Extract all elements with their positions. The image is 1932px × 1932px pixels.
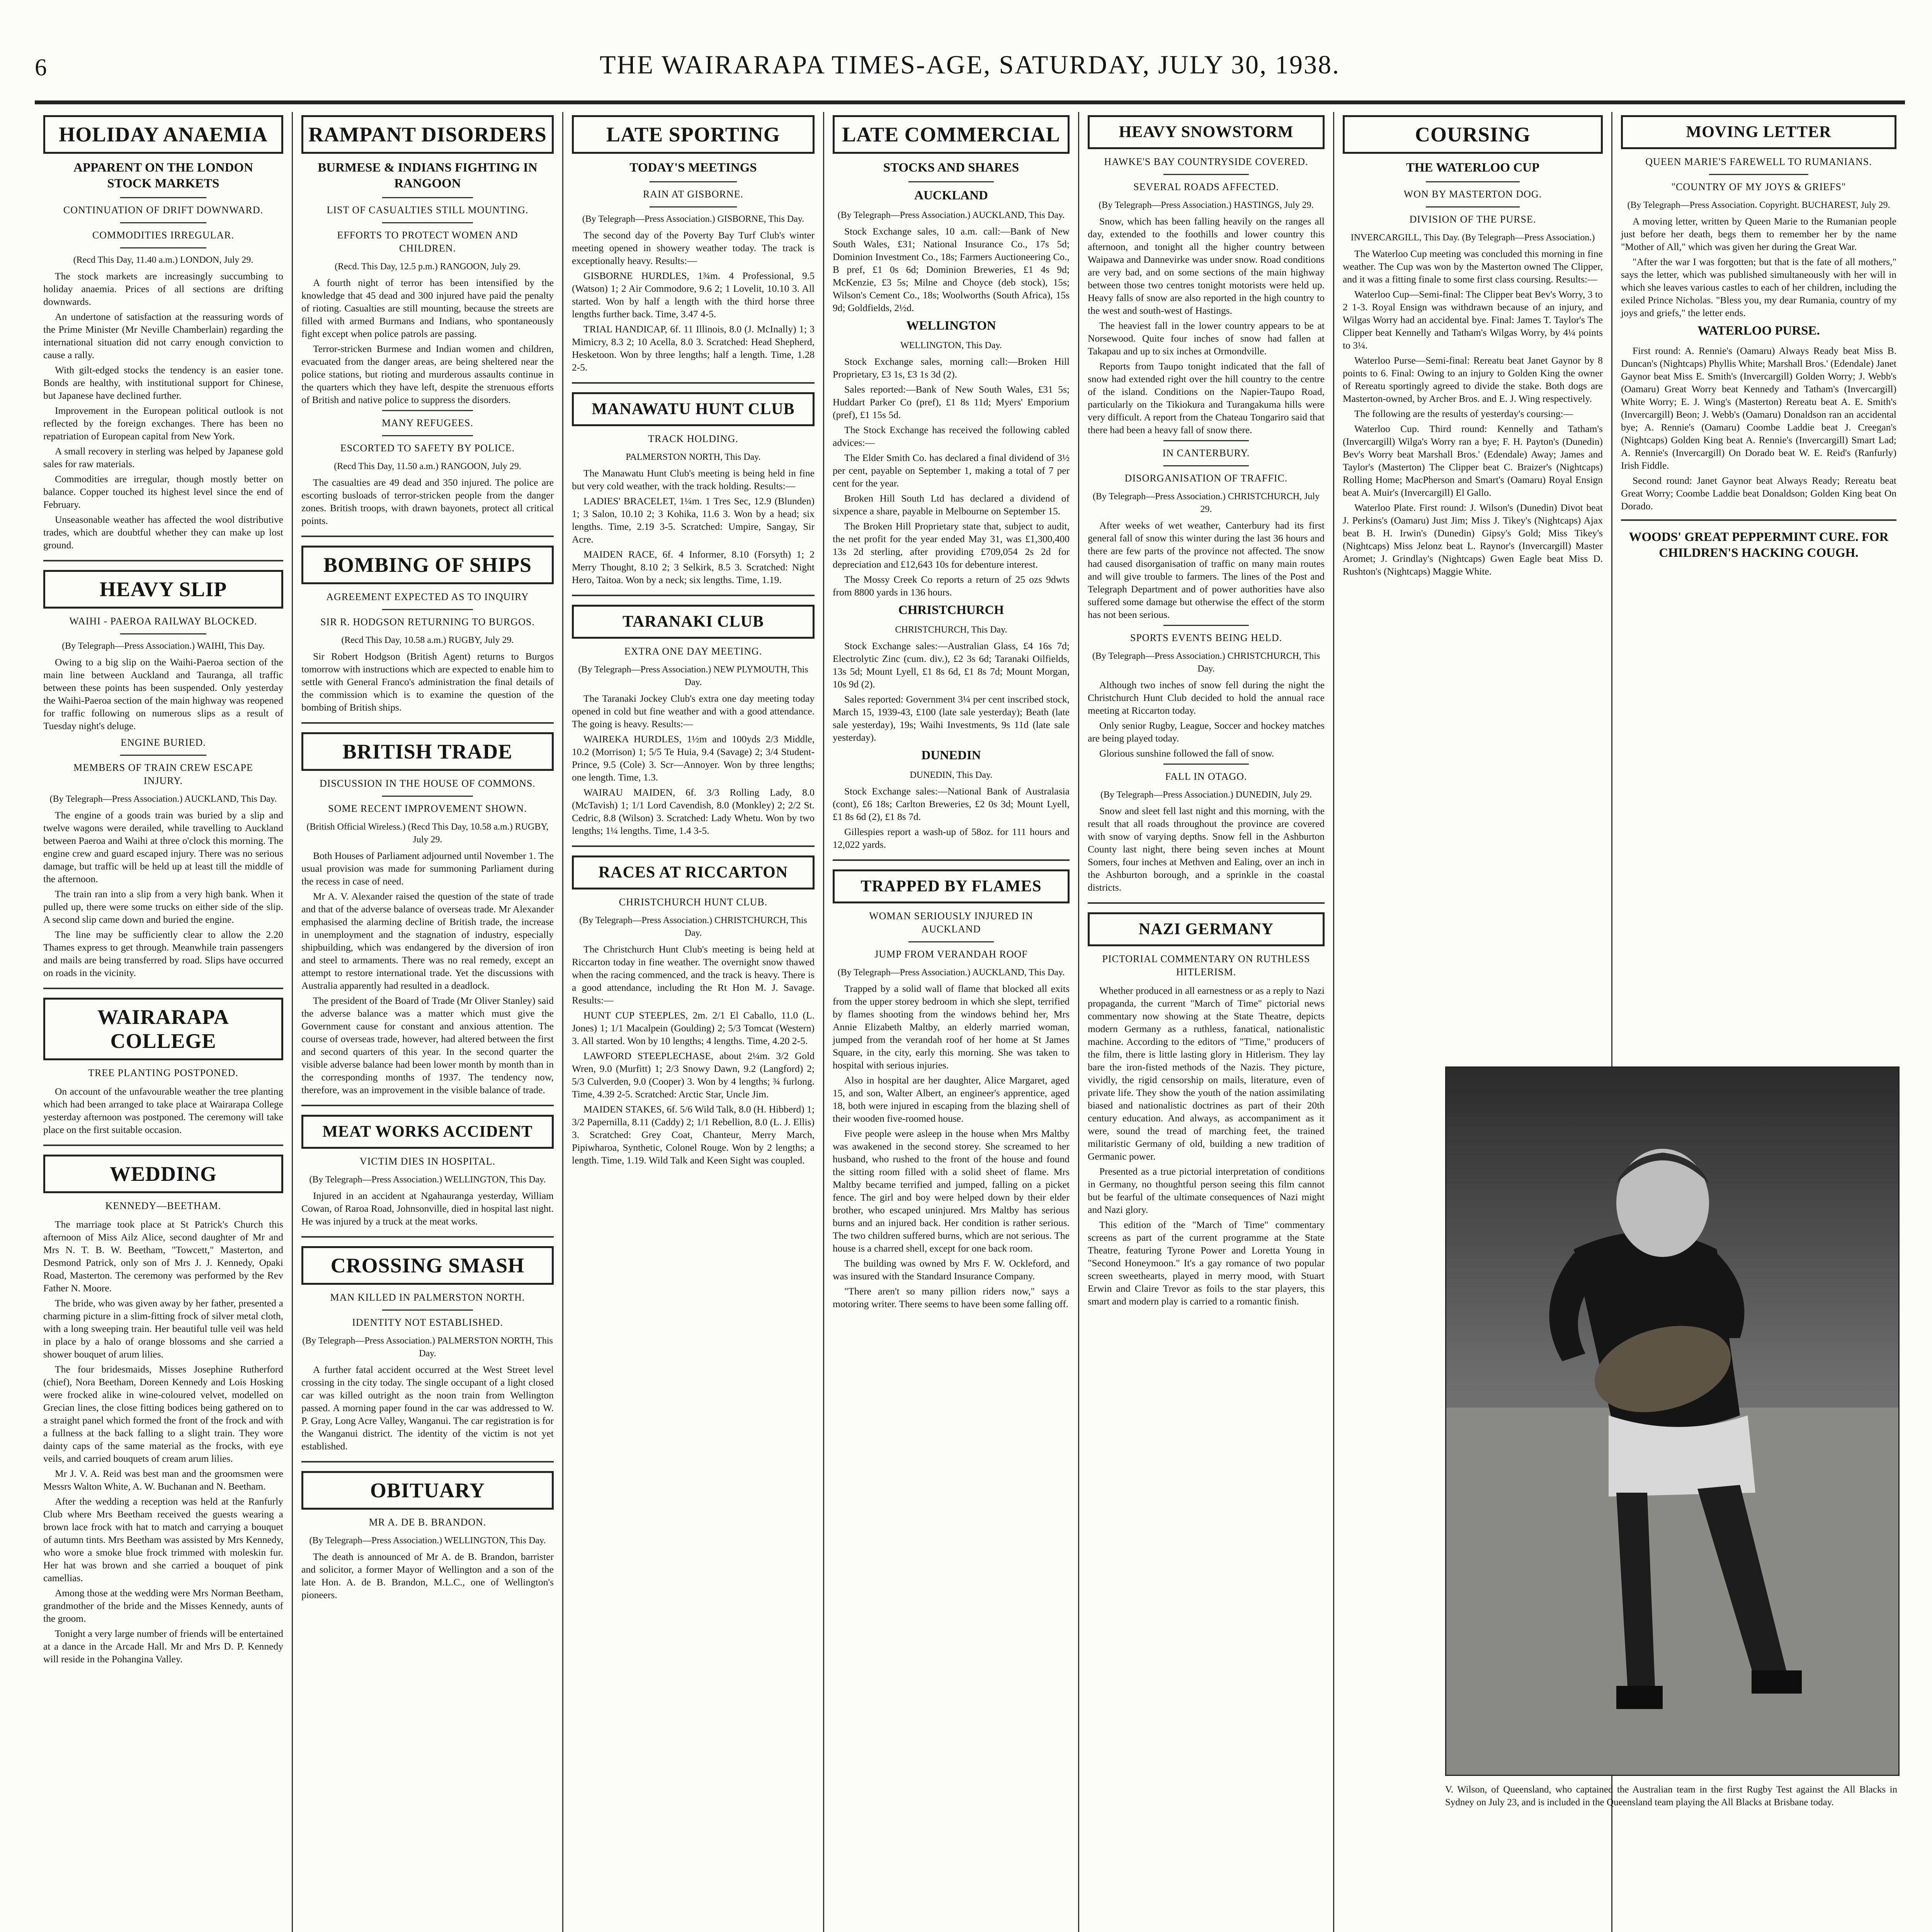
subhead: MAN KILLED IN PALMERSTON NORTH. [330, 1292, 525, 1303]
column-2 [293, 112, 562, 1932]
dateline: DUNEDIN, This Day. [910, 770, 993, 780]
section-divider [43, 988, 283, 989]
paragraph: The Mossy Creek Co reports a return of 25 ozs 9dwts from 8800 yards in 136 hours. [833, 574, 1070, 598]
paragraph: The heaviest fall in the lower country appears to be at Norsewood. Quite four inches of snow had fallen at Takapau and up to six inches at Ormondville. [1088, 320, 1325, 357]
paragraph: Tonight a very large number of friends will be entertained at a dance in the Arcade Hall. Mr and Mrs D. P. Kennedy will reside in the Pohangina Valley. [43, 1628, 283, 1665]
paragraph: The Taranaki Jockey Club's extra one day meeting today opened in cold but fine weather and with a good attendance. The going is heavy. Results:— [572, 693, 815, 730]
paragraph: Stock Exchange sales:—National Bank of Australasia (cont), £6 18s; Carlton Breweries, £2 0s 3d; Mount Lyell, £1 8s 6d (2), £1 8s 7d. [833, 786, 1070, 822]
paragraph: Waterloo Cup—Semi-final: The Clipper beat Bev's Worry, 3 to 2 1-3. Royal Ensign was withdrawn because of an injury, and Wilgas Worry had an accidental bye. Final: James T. Taylor's The Clipper beat Kennelly and Tatham's Wilgas Worry, by 4¼ points to 3¼. [1343, 289, 1603, 351]
divider [1709, 174, 1808, 175]
divider [1163, 440, 1249, 441]
paragraph: Among those at the wedding were Mrs Norman Beetham, grandmother of the bride and the Misses Kennedy, aunts of the groom. [43, 1587, 283, 1624]
headline: CROSSING SMASH [301, 1246, 554, 1285]
divider [382, 796, 473, 797]
subhead: WOMAN SERIOUSLY INJURED IN AUCKLAND [869, 910, 1033, 935]
subhead: MANY REFUGEES. [382, 417, 473, 429]
section-divider [301, 1236, 554, 1238]
headline: LATE COMMERCIAL [833, 115, 1070, 154]
paragraph: TRIAL HANDICAP, 6f. 11 Illinois, 8.0 (J. McInally) 1; 3 Mimicry, 8.3 2; 10 Acella, 8.0 3. Scratched: Head Shepherd, Hesketoon. Won by three lengths; half a length. Time, 1.28 2-5. [572, 323, 815, 373]
dateline: (By Telegraph—Press Association. Copyright. BUCHAREST, July 29. [1627, 200, 1890, 210]
subhead: SEVERAL ROADS AFFECTED. [1133, 181, 1279, 192]
paragraph: A small recovery in sterling was helped by Japanese gold sales for raw materials. [43, 446, 283, 469]
paragraph: The building was owned by Mrs F. W. Ockleford, and was insured with the Standard Insurance Company. [833, 1258, 1070, 1282]
subhead: FALL IN OTAGO. [1165, 771, 1247, 782]
article-races-at-riccarton [572, 855, 815, 1167]
column-5 [1079, 112, 1333, 1932]
subhead: CONTINUATION OF DRIFT DOWNWARD. [63, 204, 264, 216]
paragraph: Improvement in the European political outlook is not reflected by the foreign exchanges. There has been no repatriation of European capital from New York. [43, 405, 283, 442]
headline: MEAT WORKS ACCIDENT [301, 1115, 554, 1149]
column-1 [35, 112, 292, 1932]
dateline: (By Telegraph—Press Association.) NEW PLYMOUTH, This Day. [578, 665, 808, 687]
dateline: (Recd This Day, 11.50 a.m.) RANGOON, July 29. [334, 461, 521, 471]
subhead: CHRISTCHURCH HUNT CLUB. [619, 896, 768, 908]
headline: NAZI GERMANY [1088, 912, 1325, 946]
paragraph: First round: A. Rennie's (Oamaru) Always Ready beat Miss B. Duncan's (Nightcaps) Phyllis White; Marshall Bros.' (Edendale) Janet Gaynor beat Miss E. Smith's (Invercargill) Golden Worry; J. Webb's (Oamaru) Great Worry beat Kennedy and Tatham's (Invercargill) White Worry; E. J. Wing's (Masterton) Rereatu beat A. E. Smith's (Invercargill) Beon; J. Webb's (Oamaru) Donaldson ran an accidental bye; A. Rennie's (Oamaru) Coombe Laddie beat J. Creegan's (Nightcaps) Golden King beat A. Rennie's (Invercargill) Smart Lad; A. Rennie's (Invercargill) On Dorado beat W. E. Reid's (Ranfurly) Irish Fiddle. [1621, 345, 1896, 471]
masthead-title: THE WAIRARAPA TIMES-AGE, SATURDAY, JULY 30, 1938. [600, 50, 1340, 79]
section-divider [301, 1105, 554, 1106]
column-7 [1612, 112, 1905, 1055]
article-obituary [301, 1471, 554, 1601]
divider [382, 222, 473, 223]
paragraph: The death is announced of Mr A. de B. Brandon, barrister and solicitor, a former Mayor of Wellington and a son of the late Hon. A. de B. Brandon, M.L.C., one of Wellington's pioneers. [301, 1551, 554, 1600]
divider [120, 755, 207, 756]
subhead: QUEEN MARIE'S FAREWELL TO RUMANIANS. [1645, 156, 1872, 167]
subhead: VICTIM DIES IN HOSPITAL. [359, 1156, 496, 1167]
paragraph: On account of the unfavourable weather the tree planting which had been arranged to take place at Wairarapa College yesterday afternoon was postponed. The ceremony will take place on the first suitable occasion. [43, 1086, 283, 1135]
deck: THE WATERLOO CUP [1406, 161, 1540, 175]
paragraph: Injured in an accident at Ngahauranga yesterday, William Cowan, of Raroa Road, Johnsonville, died in hospital last night. He was injured by a truck at the meat works. [301, 1190, 554, 1227]
column-4 [824, 112, 1078, 1932]
paragraph: "After the war I was forgotten; but that is the fate of all mothers," says the letter, which was published simultaneously with her will in which she leaves various castles to each of her children, including the exiled Prince Nicholas. "Bless you, my dear Rumania, country of my joys and griefs," the letter ends. [1621, 256, 1896, 318]
paragraph: Both Houses of Parliament adjourned until November 1. The usual provision was made for summoning Parliament during the recess in case of need. [301, 850, 554, 887]
divider [382, 1310, 473, 1311]
divider [120, 222, 207, 223]
paragraph: Second round: Janet Gaynor beat Always Ready; Rereatu beat Great Worry; Coombe Laddie beat Donaldson; Golden King beat On Dorado. [1621, 475, 1896, 512]
section-divider [43, 560, 283, 561]
deck: TODAY'S MEETINGS [629, 161, 757, 175]
paragraph: The following are the results of yesterday's coursing:— [1354, 408, 1573, 419]
region-heading: CHRISTCHURCH [898, 603, 1004, 617]
paragraph: Also in hospital are her daughter, Alice Margaret, aged 15, and son, Walter Albert, an engineer's apprentice, aged 18, both were injured in escaping from the blazing shell of their wooden five-roomed house. [833, 1075, 1070, 1124]
headline: RAMPANT DISORDERS [301, 115, 554, 154]
article-late-sporting [572, 115, 815, 374]
dateline: (By Telegraph—Press Association.) WELLINGTON, This Day. [309, 1536, 546, 1546]
divider [1163, 174, 1249, 175]
paragraph: Mr A. V. Alexander raised the question of the state of trade and that of the adverse balance of overseas trade. Mr Alexander emphasised the alarming decline of British trade, the increase in unemployment and the stagnation of industry, especially shipbuilding, which was endangered by the diversion of iron and steel to armaments. There was no real remedy, except an attempt to restore international trade. Yet the discussions with Australia apparently had resulted in a deadlock. [301, 891, 554, 991]
headline: OBITUARY [301, 1471, 554, 1510]
paragraph: Reports from Taupo tonight indicated that the fall of snow had extended right over the hill country to the centre of the island. Conditions on the Napier-Taupo Road, particularly on the Tikiokura and Turangakuma hills were very difficult. A report from the Chateau Tongariro said that there had been a heavy fall of snow there. [1088, 361, 1325, 435]
headline: TARANAKI CLUB [572, 605, 815, 639]
paragraph: The casualties are 49 dead and 350 injured. The police are escorting busloads of terror-stricken people from the danger zones. British troops, with drawn bayonets, protect all critical points. [301, 477, 554, 526]
paragraph: Waterloo Purse—Semi-final: Rereatu beat Janet Gaynor by 8 points to 6. Final: Owing to an injury to Golden King the owner of Rereatu sportingly agreed to divide the stake. Both dogs are Masterton-owned, by Archer Bros. and E. J. Wing respectively. [1343, 355, 1603, 404]
divider [120, 247, 207, 248]
paragraph: The second day of the Poverty Bay Turf Club's winter meeting opened in showery weather today. The track is exceptionally heavy. Results:— [572, 230, 815, 266]
paragraph: LAWFORD STEEPLECHASE, about 2¼m. 3/2 Gold Wren, 9.0 (Murfitt) 1; 2/3 Snowy Dawn, 9.2 (Langford) 2; 5/3 Culverden, 9.0 (Cooper) 3. Won by 4 lengths; ¾ furlong. Time, 4.39 2-5. Scratched: Arctic Star, Uncle Jim. [572, 1050, 815, 1100]
headline: MOVING LETTER [1621, 115, 1896, 149]
dateline: (By Telegraph—Press Association.) HASTINGS, July 29. [1099, 200, 1314, 210]
article-wedding [43, 1155, 283, 1665]
article-crossing-smash [301, 1246, 554, 1452]
subhead: TREE PLANTING POSTPONED. [88, 1067, 238, 1078]
subhead: RAIN AT GISBORNE. [643, 189, 743, 200]
article-rampant-disorders [301, 115, 554, 527]
rugby-player-photo [1445, 1066, 1900, 1776]
headline: TRAPPED BY FLAMES [833, 869, 1070, 903]
subhead: AGREEMENT EXPECTED AS TO INQUIRY [326, 591, 529, 602]
divider [1426, 181, 1519, 182]
section-divider [572, 595, 815, 596]
paragraph: The train ran into a slip from a very high bank. When it pulled up, there were some trucks on either side of the slip. A second slip came down and buried the engine. [43, 888, 283, 925]
article-heavy-snowstorm [1088, 115, 1325, 894]
paragraph: Waterloo Plate. First round: J. Wilson's (Dunedin) Divot beat J. Perkins's (Oamaru) Just Jim; Miss J. Tikey's (Nightcaps) Ajax beat B. H. Irwin's (Dunedin) Gipsy's Gold; Miss Tikey's (Nightcaps) Miss Jelonz beat L. Raynor's (Invercargill) Master Aromet; J. Grindlay's (Nightcaps) Gwen Eagle beat Miss D. Rushton's (Nightcaps) Maggie White. [1343, 502, 1603, 577]
article-trapped-by-flames [833, 869, 1070, 1310]
subhead: COMMODITIES IRREGULAR. [92, 230, 235, 241]
paragraph: The president of the Board of Trade (Mr Oliver Stanley) said the adverse balance was a matter which must give the Government cause for constant and anxious attention. The course of overseas trade, however, had altered between the first and second quarters of this year. In the second quarter the visible adverse balance had been lower month by month than in the corresponding months of 1937. The tendency now, therefore, was an improvement in the visible balance of trade. [301, 995, 554, 1095]
divider [382, 609, 473, 610]
dateline: (By Telegraph—Press Association.) GISBORNE, This Day. [582, 214, 804, 224]
paragraph: Sir Robert Hodgson (British Agent) returns to Burgos tomorrow with instructions which are expected to enable him to settle with General Franco's administration the final details of the commission which is to examine the question of the bombing of British ships. [301, 651, 554, 713]
subhead: DIVISION OF THE PURSE. [1409, 214, 1536, 225]
paragraph: MAIDEN RACE, 6f. 4 Informer, 8.10 (Forsyth) 1; 2 Merry Thought, 8.10 2; 3 Selkirk, 8.5 3. Scratched: Night Hero, Taitoa. Won by a neck; six lengths. Time, 1.19. [572, 549, 815, 585]
article-coursing [1343, 115, 1603, 578]
deck: STOCKS AND SHARES [883, 161, 1019, 175]
paragraph: Although two inches of snow fell during the night the Christchurch Hunt Club decided to hold the annual race meeting at Riccarton today. [1088, 679, 1325, 716]
subhead: HAWKE'S BAY COUNTRYSIDE COVERED. [1104, 156, 1308, 167]
dateline: PALMERSTON NORTH, This Day. [626, 452, 761, 462]
subhead: TRACK HOLDING. [648, 433, 738, 444]
paragraph: Presented as a true pictorial interpretation of conditions in Germany, no thoughtful person seeing this film cannot but be fearful of the ultimate consequences of Nazi might and Nazi glory. [1088, 1166, 1325, 1215]
rugby-player-image [1446, 1068, 1898, 1775]
divider [120, 197, 207, 198]
paragraph: WAIREKA HURDLES, 1½m and 100yds 2/3 Middle, 10.2 (Morrison) 1; 5/5 Te Huia, 9.4 (Savage) 2; 3/4 Student-Prince, 9.5 (Cole) 3. Scr—Annoyer. Won by three lengths; one length. Time, 1.3. [572, 733, 815, 783]
article-wairarapa-college [43, 998, 283, 1136]
column-6 [1334, 112, 1611, 1055]
subhead: DISCUSSION IN THE HOUSE OF COMMONS. [320, 778, 536, 789]
article-taranaki-club [572, 605, 815, 837]
headline: COURSING [1343, 115, 1603, 154]
article-late-commercial [833, 115, 1070, 851]
section-divider [833, 859, 1070, 861]
subhead: WAIHI - PAEROA RAILWAY BLOCKED. [69, 616, 257, 627]
divider [1163, 465, 1249, 466]
dateline: (By Telegraph—Press Association.) AUCKLAND, This Day. [49, 794, 277, 804]
subhead: DISORGANISATION OF TRAFFIC. [1124, 473, 1288, 484]
headline: BRITISH TRADE [301, 732, 554, 771]
dateline: (By Telegraph—Press Association.) CHRISTCHURCH, July 29. [1092, 492, 1320, 514]
dateline: (By Telegraph—Press Association.) WAIHI, This Day. [62, 641, 265, 651]
divider [120, 633, 207, 634]
photo-caption: V. Wilson, of Queensland, who captained the Australian team in the first Rugby Test against the All Blacks in Sydney on July 23, and is included in the Queensland team playing the All Blacks at Brisbane today. [1445, 1784, 1897, 1808]
paragraph: Terror-stricken Burmese and Indian women and children, evacuated from the danger areas, are being sheltered near the police stations, but rioting and murderous assaults continue in the quarters which they have left, despite the strenuous efforts of British and native police to suppress the disorders. [301, 343, 554, 405]
paragraph: "There aren't so many pillion riders now," says a motoring writer. There seems to have been some falling off. [833, 1286, 1070, 1310]
article-heavy-slip [43, 570, 283, 979]
paragraph: The Christchurch Hunt Club's meeting is being held at Riccarton today in fine weather. The overnight snow thawed when the racing commenced, and the track is heavy. There is a good attendance, including the Rt Hon M. J. Savage. Results:— [572, 944, 815, 1006]
subhead: "COUNTRY OF MY JOYS & GRIEFS" [1671, 181, 1846, 192]
paragraph: Only senior Rugby, League, Soccer and hockey matches are being played today. [1088, 720, 1325, 744]
section-divider [1088, 902, 1325, 904]
deck: APPARENT ON THE LONDON STOCK MARKETS [73, 161, 253, 190]
dateline: INVERCARGILL, This Day. (By Telegraph—Press Association.) [1350, 233, 1595, 243]
section-divider [301, 1461, 554, 1463]
paragraph: Waterloo Cup. Third round: Kennelly and Tatham's (Invercargill) Wilga's Worry ran a bye; F. H. Payton's (Dunedin) Bev's Worry beat Marshall Bros.' (Edendale) Away; James and Taylor's (Masterton) The Clipper beat C. Braizer's (Nightcaps) Rolling Home; MacPherson and Smart's (Oamaru) Royal Ensign beat A. Muir's (Invercargill) El Gallo. [1343, 423, 1603, 498]
paragraph: The Broken Hill Proprietary state that, subject to audit, the net profit for the year ended May 31, was £1,300,400 13s 2d sterling, after providing £709,054 2s 2d for depreciation and £12,643 10s for debenture interest. [833, 520, 1070, 570]
subhead: PICTORIAL COMMENTARY ON RUTHLESS HITLERISM. [1102, 953, 1310, 978]
dateline: (Recd. This Day, 12.5 p.m.) RANGOON, July 29. [335, 262, 520, 272]
paragraph: The four bridesmaids, Misses Josephine Rutherford (chief), Nora Beetham, Doreen Kennedy and Lois Hosking were frocked alike in wine-coloured velvet, modelled on Grecian lines, the close fitting bodices being gathered on to a straight panel which formed the front of the frock and with a fullness at the back falling to a slight train. They wore dainty caps of the same material as the frocks, with eye veils, and carried bouquets of cream arum lilies. [43, 1364, 283, 1464]
divider [1163, 764, 1249, 765]
headline: HEAVY SLIP [43, 570, 283, 609]
dateline: (Recd This Day, 11.40 a.m.) LONDON, July 29. [73, 255, 253, 265]
paragraph: MAIDEN STAKES, 6f. 5/6 Wild Talk, 8.0 (H. Hibberd) 1; 3/2 Papernilla, 8.11 (Caddy) 2; 1/1 Rebellion, 8.0 (L. J. Ellis) 3. Scratched: Grey Coat, Chanteur, Merry March, Pipiwharoa, Synthetic, Colonel Rouge. Won by 2 lengths; a length. Time, 1.19. Wild Talk and Keen Sight was coupled. [572, 1104, 815, 1166]
dateline: WELLINGTON, This Day. [900, 340, 1002, 350]
paragraph: A moving letter, written by Queen Marie to the Rumanian people just before her death, begs them to remember her by the name "Mother of All," which was given her during the Great War. [1621, 216, 1896, 252]
divider [650, 181, 737, 182]
subhead: IDENTITY NOT ESTABLISHED. [352, 1317, 503, 1328]
section-divider [301, 722, 554, 724]
headline: LATE SPORTING [572, 115, 815, 154]
deck: BURMESE & INDIANS FIGHTING IN RANGOON [318, 161, 537, 190]
article-nazi-germany [1088, 912, 1325, 1308]
article-holiday-anaemia [43, 115, 283, 551]
section-divider [301, 536, 554, 537]
dateline: (Recd This Day, 10.58 a.m.) RUGBY, July 29. [341, 635, 514, 645]
headline: HOLIDAY ANAEMIA [43, 115, 283, 154]
dateline: (British Official Wireless.) (Recd This Day, 10.58 a.m.) RUGBY, July 29. [306, 822, 549, 845]
subhead: ENGINE BURIED. [121, 737, 206, 748]
paragraph: Owing to a big slip on the Waihi-Paeroa section of the main line between Auckland and Tauranga, all traffic between these points has been suspended. Only yesterday the Waihi-Paeroa section of the main highway was reopened for traffic following on numerous slips as a result of Tuesday night's deluge. [43, 656, 283, 731]
headline: WEDDING [43, 1155, 283, 1193]
divider [908, 941, 994, 942]
paragraph: Whether produced in all earnestness or as a reply to Nazi propaganda, the current "March of Time" pictorial news commentary now showing at the State Theatre, depicts modern Germany as a ruthless, fanatical, nationalistic machine. According to the editors of "Time," producers of the film, there is little lasting glory in Hitlerism. They lay bare the iron-fisted methods of the Nazis. They picture, vividly, the rigid censorship on mails, literature, even of private life. They show the youth of the nation assimilating biased and nationalistic doctrines as part of their 20th century education. And always, as accompaniment as it were, sound the tread of marching feet, the trained militaristic Germany of old, building a new tradition of Germanic power. [1088, 985, 1325, 1162]
subhead: EXTRA ONE DAY MEETING. [624, 646, 762, 657]
headline: RACES AT RICCARTON [572, 855, 815, 889]
divider [1163, 625, 1249, 626]
divider [382, 410, 473, 411]
paragraph: LADIES' BRACELET, 1¼m. 1 Tres Sec, 12.9 (Blunden) 1; 3 Salon, 10.10 2; 3 Kohika, 11.6 3. Won by a head; six lengths. Time, 2.19 3-5. Scratched: Umpire, Sangay, Sir Acre. [572, 495, 815, 545]
subhead: IN CANTERBURY. [1162, 447, 1250, 459]
headline: MANAWATU HUNT CLUB [572, 392, 815, 426]
subhead: MR A. DE B. BRANDON. [369, 1517, 486, 1528]
paragraph: After the wedding a reception was held at the Ranfurly Club where Mrs Beetham received the guests wearing a brown lace frock with hat to match and carrying a bouquet of autumn tints. Mrs Beetham was assisted by Mrs Kennedy, who wore a smoke blue frock trimmed with moleskin fur. Her hat was brown and she carried a bouquet of pink camellias. [43, 1496, 283, 1583]
paragraph: Trapped by a solid wall of flame that blocked all exits from the upper storey bedroom in which she slept, terrified by flames shooting from the windows behind her, Mrs Annie Elizabeth Maltby, an elderly married woman, jumped from the verandah roof of her home at St James Square, in the city, early this morning. She was taken to hospital with serious injuries. [833, 983, 1070, 1071]
paragraph: The Manawatu Hunt Club's meeting is being held in fine but very cold weather, with the track holding. Results:— [572, 468, 815, 492]
dateline: (By Telegraph—Press Association.) DUNEDIN, July 29. [1100, 790, 1312, 800]
region-heading: AUCKLAND [914, 189, 988, 202]
paragraph: A further fatal accident occurred at the West Street level crossing in the city today. The single occupant of a light closed car was killed outright as the noon train from Wellington passed. A morning paper found in the car was addressed to W. P. Gray, Long Acre Valley, Wanganui. The car registration is for the Wanganui district. The identity of the victim is not yet established. [301, 1364, 554, 1452]
paragraph: The engine of a goods train was buried by a slip and twelve wagons were derailed, while travelling to Auckland between Paeroa and Waihi at three o'clock this morning. The engine crew and guard escaped injury. There was no serious damage, but traffic will be held up at least till the middle of the afternoon. [43, 810, 283, 884]
paragraph: The Elder Smith Co. has declared a final dividend of 3½ per cent, payable on September 1, making a total of 7 per cent for the year. [833, 452, 1070, 489]
subhead: MEMBERS OF TRAIN CREW ESCAPE INJURY. [73, 762, 253, 786]
paragraph: This edition of the "March of Time" commentary screens as part of the current programme at the State Theatre, featuring Tyrone Power and Loretta Young in "Second Honeymoon." It's a gay romance of two popular screen sweethearts, played in merry mood, with Stuart Erwin and Claire Trevor as foils to the star players, this smart and modern play is carried to a romantic finish. [1088, 1219, 1325, 1307]
subhead: SIR R. HODGSON RETURNING TO BURGOS. [320, 616, 535, 628]
divider [650, 206, 737, 207]
paragraph: Mr J. V. A. Reid was best man and the groomsmen were Messrs Walton White, A. W. Buchanan and N. Beetham. [43, 1468, 283, 1492]
paragraph: GISBORNE HURDLES, 1¾m. 4 Professional, 9.5 (Watson) 1; 2 Air Commodore, 9.6 2; 1 Lovelit, 10.10 3. All started. Won by half a length with the third horse three lengths further back. Time, 3.47 4-5. [572, 270, 815, 320]
page-number: 6 [35, 54, 47, 81]
paragraph: With gilt-edged stocks the tendency is an easier tone. Bonds are healthy, with institutional support for Chinese, but Japanese have declined further. [43, 364, 283, 401]
article-meat-works-accident [301, 1115, 554, 1228]
region-heading: DUNEDIN [921, 748, 981, 762]
paragraph: Sales reported: Government 3¼ per cent inscribed stock, March 15, 1939-43, £100 (late sale yesterday); Beath (late sale yesterday), 19s; Waihi Investments, 9s 11d (late sale yesterday). [833, 694, 1070, 743]
paragraph: Snow, which has been falling heavily on the ranges all day, extended to the foothills and lower country this afternoon, and tonight all the higher country between Waipawa and Dannevirke was under snow. Road conditions are very bad, and on some sections of the main highway between those two centres tonight motorists were held up. Heavy falls of snow are also reported in the high country to the west and south-west of Hastings. [1088, 216, 1325, 316]
paragraph: Sales reported:—Bank of New South Wales, £31 5s; Huddart Parker Co (pref), £1 8s 11d; Myers' Emporium (pref), £1 15s 5d. [833, 384, 1070, 420]
paragraph: HUNT CUP STEEPLES, 2m. 2/1 El Caballo, 11.0 (L. Jones) 1; 1/1 Macalpein (Goulding) 2; 5/3 Tomcat (Western) 3. All started. Won by 10 lengths; 4 lengths. Time, 4.20 2-5. [572, 1010, 815, 1046]
dateline: (By Telegraph—Press Association.) AUCKLAND, This Day. [837, 968, 1065, 978]
subhead: KENNEDY—BEETHAM. [105, 1200, 221, 1211]
paragraph: A fourth night of terror has been intensified by the knowledge that 45 dead and 300 injured have paid the penalty of rioting. Casualties are still mounting, because the streets are filled with armed Burmans and Indians, who spontaneously fight except when police patrols are passing. [301, 277, 554, 339]
article-british-trade [301, 732, 554, 1096]
subhead: EFFORTS TO PROTECT WOMEN AND CHILDREN. [337, 230, 518, 254]
paragraph: Five people were asleep in the house when Mrs Maltby was awakened in the second storey. She screamed to her husband, who rushed to the front of the house and found the sitting room filled with a solid sheet of flame. Mrs Maltby became terrified and jumped, falling on a picket fence. The girl and boy were helped down by their elder brother, who escaped uninjured. Mrs Maltby has serious burns and an injured back. Her condition is rather serious. The two children suffered burns, which are not serious. The house is a charred shell, except for one back room. [833, 1128, 1070, 1254]
headline: WAIRARAPA COLLEGE [43, 998, 283, 1060]
paragraph: The marriage took place at St Patrick's Church this afternoon of Miss Ailz Alice, second daughter of Mr and Mrs N. T. B. W. Beetham, "Towcett," Masterton, and Desmond Patrick, only son of Mrs J. J. Kennedy, Opaki Road, Masterton. The ceremony was performed by the Rev Father N. Moore. [43, 1219, 283, 1294]
paragraph: Glorious sunshine followed the fall of snow. [1099, 748, 1274, 759]
subhead: WATERLOO PURSE. [1697, 324, 1820, 338]
masthead [35, 43, 1905, 104]
paragraph: The Stock Exchange has received the following cabled advices:— [833, 424, 1070, 448]
divider [1426, 206, 1519, 207]
subhead: LIST OF CASUALTIES STILL MOUNTING. [327, 204, 529, 216]
dateline: CHRISTCHURCH, This Day. [895, 625, 1007, 635]
subhead: SPORTS EVENTS BEING HELD. [1130, 632, 1282, 643]
article-manawatu-hunt-club [572, 392, 815, 586]
paragraph: The bride, who was given away by her father, presented a charming picture in a slim-fitting frock of silver metal cloth, with a long sweeping train. Her beautiful tulle veil was held in place by a halo of orange blossoms and she carried a shower bouquet of arum lilies. [43, 1298, 283, 1360]
section-divider [1621, 519, 1896, 521]
paragraph: Stock Exchange sales, morning call:—Broken Hill Proprietary, £3 1s, £3 1s 3d (2). [833, 356, 1070, 380]
paragraph: Stock Exchange sales:—Australian Glass, £4 16s 7d; Electrolytic Zinc (cum. div.), £2 3s 6d; Taranaki Oilfields, 13s 5d; Mount Lyell, £1 8s 6d, £1 8s 7d; Mount Morgan, 10s 9d (2). [833, 640, 1070, 690]
paragraph: An undertone of satisfaction at the reassuring words of the Prime Minister (Mr Neville Chamberlain) regarding the international situation did not carry enough conviction to cause a rally. [43, 311, 283, 361]
divider [382, 197, 473, 198]
paragraph: Stock Exchange sales, 10 a.m. call:—Bank of New South Wales, £31; National Insurance Co., 17s 5d; Dominion Investment Co., 18s; Farmers Auctioneering Co., B pref, £1 0s 6d; Dominion Breweries, £1 4s 9d; McKenzie, £3 5s; Milne and Choyce (deb stock), 15s; Wilson's Cement Co., 18s; Woolworths (South Africa), 15s 9d; Goldfields, 2½d. [833, 226, 1070, 313]
divider [382, 435, 473, 436]
subhead: SOME RECENT IMPROVEMENT SHOWN. [328, 803, 527, 814]
headline: HEAVY SNOWSTORM [1088, 115, 1325, 149]
headline: BOMBING OF SHIPS [301, 546, 554, 584]
paragraph: The line may be sufficiently clear to allow the 2.20 Thames express to get through. Meanwhile train passengers and mails are being transferred by road. Slips have occurred on roads in the vicinity. [43, 929, 283, 978]
advertisement: WOODS' GREAT PEPPERMINT CURE. FOR CHILDREN'S HACKING COUGH. [1629, 530, 1889, 560]
paragraph: After weeks of wet weather, Canterbury had its first general fall of snow this winter during the last 36 hours and there are few parts of the province not affected. The snow had caused disorganisation of traffic on many main routes and will give trouble to farmers. The lines of the Post and Telegraph Department and of power authorities have also suffered some damage but otherwise the effect of the storm has not been serious. [1088, 520, 1325, 620]
dateline: (By Telegraph—Press Association.) CHRISTCHURCH, This Day. [579, 915, 807, 938]
paragraph: Snow and sleet fell last night and this morning, with the result that all roads throughout the province are covered with snow of varying depths. Snow fell in the Ashburton County last night, there being seven inches at Mount Somers, four inches at Methven and Ealing, over an inch in the Ashburton borough, and a sprinkle in the coastal districts. [1088, 805, 1325, 893]
subhead: ESCORTED TO SAFETY BY POLICE. [340, 442, 515, 454]
paragraph: Gillespies report a wash-up of 58oz. for 111 hours and 12,022 yards. [833, 826, 1070, 850]
paragraph: Commodities are irregular, though mostly better on balance. Copper touched its highest level since the end of February. [43, 473, 283, 510]
paragraph: WAIRAU MAIDEN, 6f. 3/3 Rolling Lady, 8.0 (McTavish) 1; 1/1 Lord Cavendish, 8.0 (Monkley) 2; 2/2 St. Cedric, 8.8 (Wilson) 3. Scratched: Lady Whetu. Won by two lengths; 1¼ lengths. Time, 1.4 3-5. [572, 787, 815, 836]
dateline: (By Telegraph—Press Association.) WELLINGTON, This Day. [309, 1175, 546, 1185]
section-divider [572, 382, 815, 384]
subhead: WON BY MASTERTON DOG. [1403, 189, 1542, 200]
article-moving-letter [1621, 115, 1896, 561]
paragraph: Unseasonable weather has affected the wool distributive trades, which are doubtful whether they can make up lost ground. [43, 514, 283, 551]
dateline: (By Telegraph—Press Association.) PALMERSTON NORTH, This Day. [302, 1336, 553, 1359]
region-heading: WELLINGTON [906, 319, 996, 333]
dateline: (By Telegraph—Press Association.) CHRISTCHURCH, This Day. [1092, 651, 1320, 674]
paragraph: Broken Hill South Ltd has declared a dividend of sixpence a share, payable in Melbourne on September 15. [833, 493, 1070, 517]
section-divider [572, 845, 815, 847]
paragraph: The stock markets are increasingly succumbing to holiday anaemia. Prices of all sections are drifting downwards. [43, 270, 283, 307]
divider [908, 181, 994, 182]
dateline: (By Telegraph—Press Association.) AUCKLAND, This Day. [837, 210, 1065, 220]
article-bombing-of-ships [301, 546, 554, 714]
subhead: JUMP FROM VERANDAH ROOF [874, 949, 1028, 960]
section-divider [43, 1145, 283, 1146]
column-3 [563, 112, 823, 1932]
paragraph: The Waterloo Cup meeting was concluded this morning in fine weather. The Cup was won by the Masterton owned The Clipper, and it was a fitting finale to some first class coursing. Results:— [1343, 248, 1603, 285]
